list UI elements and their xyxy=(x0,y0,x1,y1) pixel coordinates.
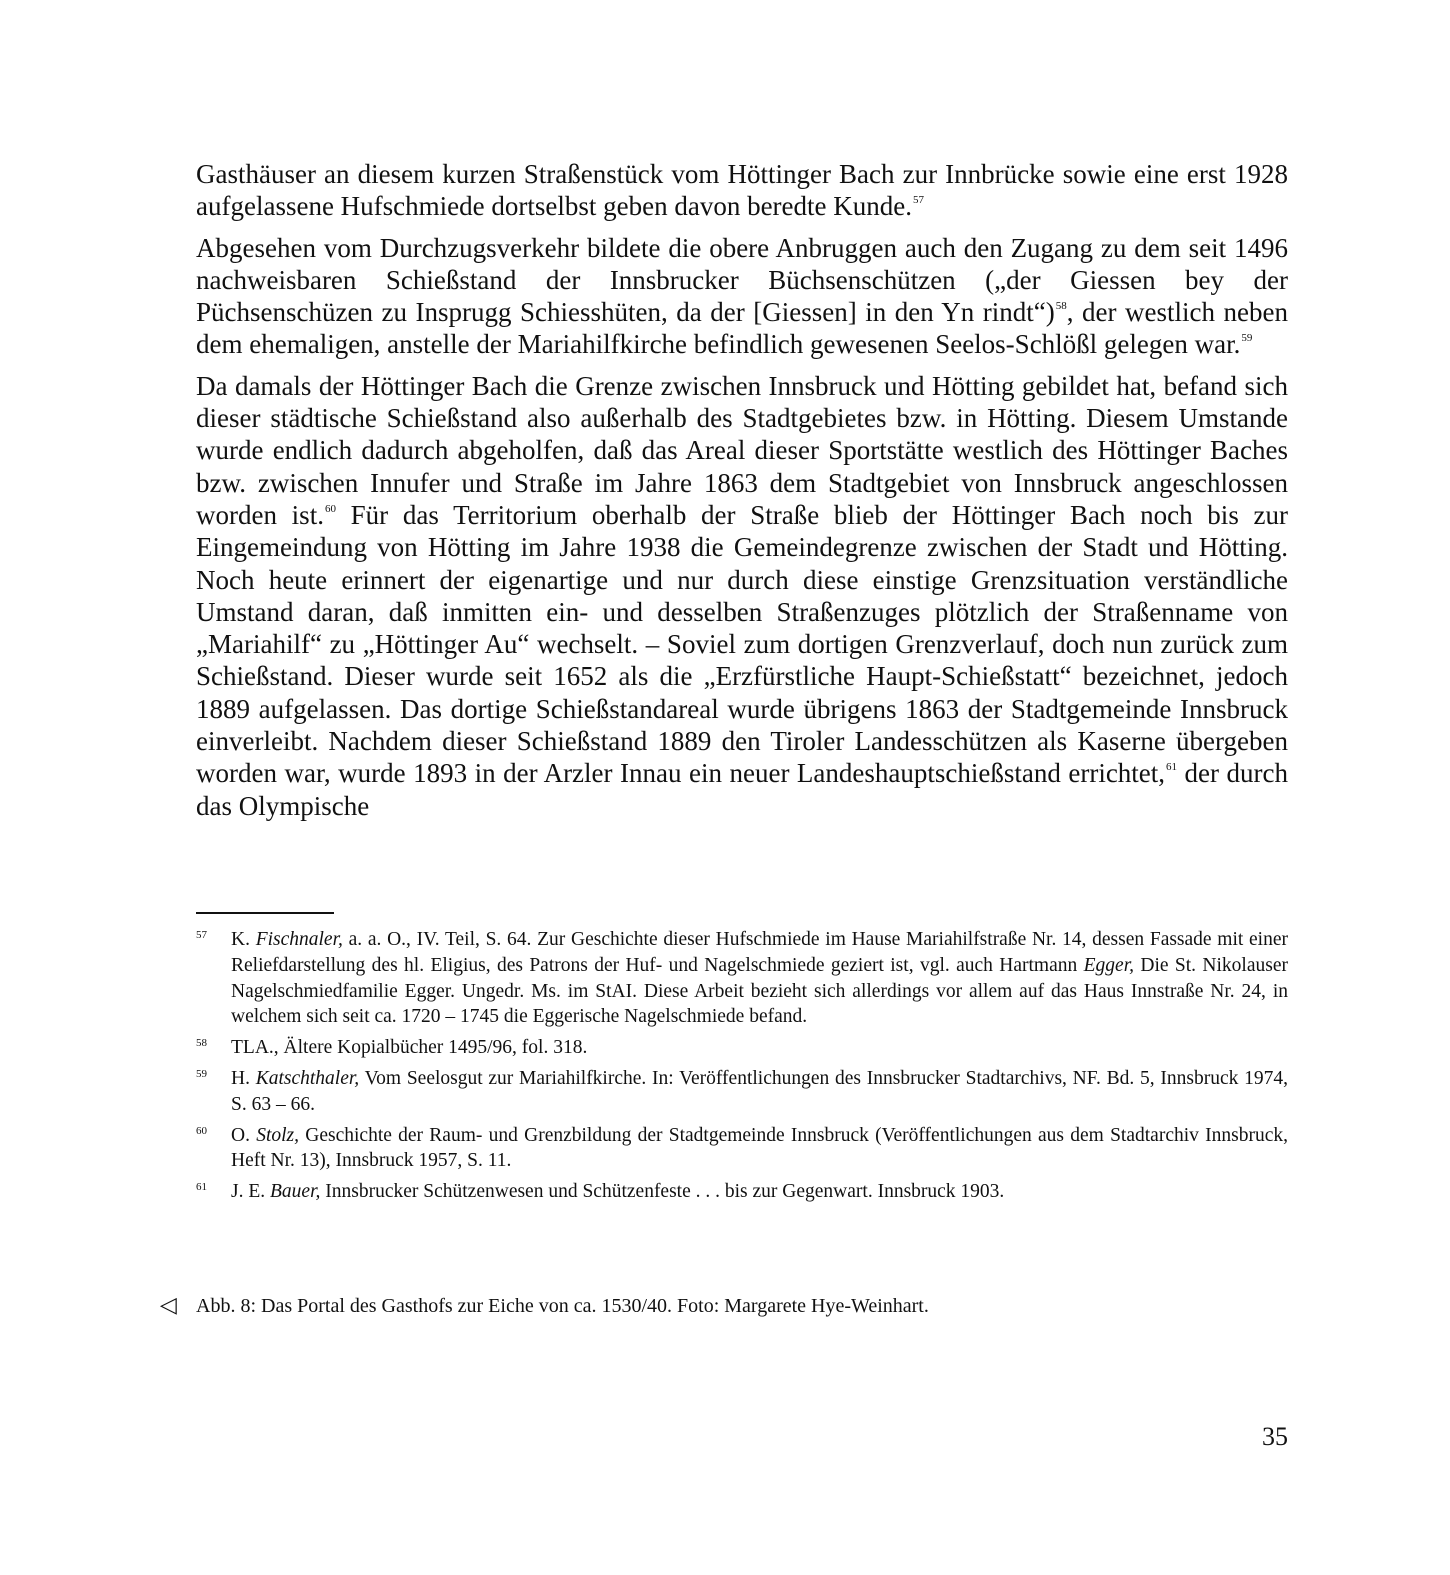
footnote-author: Fischnaler, xyxy=(255,929,343,950)
footnote-text: a. a. O., IV. Teil, S. 64. Zur Geschichte dieser Hufschmiede im Hause Mariahilfstraße Nr. 14, dessen Fassade mit einer Reliefdarstellung des hl. Eligius, des Patrons der Huf- und Nagelschmiede geziert ist, vgl. auch Hartmann xyxy=(231,929,1288,976)
paragraph-2-text-a: Abgesehen vom Durchzugsverkehr bildete die obere Anbruggen auch den Zugang zu dem seit 1496 nachweisbaren Schießstand der Innsbrucker Büchsenschützen („der Giessen bey der Püchsenschüzen zu Insprugg Schiesshüten, da der [Giessen] in den Yn rindt“) xyxy=(196,232,1288,328)
paragraph-3-text-a: Da damals der Höttinger Bach die Grenze zwischen Innsbruck und Hötting gebildet hat, befand sich dieser städtische Schießstand also außerhalb des Stadtgebietes bzw. in Hötting. Diesem Umstande wurde endlich dadurch abgeholfen, daß das Areal dieser Sportstätte westlich des Höttinger Baches bzw. zwischen Innufer und Straße im Jahre 1863 dem Stadtgebiet von Innsbruck angeschlossen worden ist. xyxy=(196,370,1288,530)
footnote-text: Vom Seelosgut zur Mariahilfkirche. In: Veröffentlichungen des Innsbrucker Stadtarchivs, NF. Bd. 5, Innsbruck 1974, S. 63 – 66. xyxy=(231,1067,1288,1115)
footnote-text: TLA., Ältere Kopialbücher 1495/96, fol. 318. xyxy=(231,1037,588,1059)
footnote-text: J. E. xyxy=(231,1181,270,1203)
footnote-60 xyxy=(196,1123,1288,1175)
paragraph-3-text-c: der durch das Olympische xyxy=(196,758,1288,821)
footnote-number: 59 xyxy=(196,1067,207,1080)
main-text xyxy=(196,158,1288,822)
footnote-number: 61 xyxy=(196,1181,207,1194)
footnote-text: Die St. Nikolauser Nagelschmiedfamilie Egger. Ungedr. Ms. im StAI. Diese Arbeit bezieht sich allerdings vor allem auf das Haus Innstraße Nr. 24, in welchem sich seit ca. 1720 – 1745 die Eggerische Nagelschmiede befand. xyxy=(231,954,1288,1028)
figure-caption xyxy=(160,1292,929,1320)
page-number: 35 xyxy=(1262,1422,1288,1451)
footnote-text: O. xyxy=(231,1124,257,1146)
footnote-number: 57 xyxy=(196,929,207,941)
paragraph-3 xyxy=(196,370,1288,822)
footnote-number: 58 xyxy=(196,1037,207,1050)
footnote-61 xyxy=(196,1179,1288,1205)
footnote-text: Geschichte der Raum- und Grenzbildung der Stadtgemeinde Innsbruck (Veröffentlichungen aus dem Stadtarchiv Innsbruck, Heft Nr. 13), Innsbruck 1957, S. 11. xyxy=(231,1124,1288,1172)
footnote-divider xyxy=(196,912,334,914)
footnote-57 xyxy=(196,927,1288,1030)
footnote-ref-59[interactable]: 59 xyxy=(1241,332,1253,345)
footnote-text: Innsbrucker Schützenwesen und Schützenfeste . . . bis zur Gegenwart. Innsbruck 1903. xyxy=(320,1181,1005,1203)
paragraph-2-text-b: , der westlich neben dem ehemaligen, anstelle der Mariahilfkirche befindlich gewesenen Seelos-Schlößl gelegen war. xyxy=(196,297,1289,360)
footnote-58 xyxy=(196,1035,1288,1061)
paragraph-1-text: Gasthäuser an diesem kurzen Straßenstück vom Höttinger Bach zur Innbrücke sowie eine erst 1928 aufgelassene Hufschmiede dortselbst geben davon beredte Kunde. xyxy=(196,159,1288,222)
left-triangle-icon: ◁ xyxy=(160,1293,177,1318)
footnotes xyxy=(196,927,1288,1210)
footnote-text: K. xyxy=(231,929,256,950)
footnote-ref-58[interactable]: 58 xyxy=(1055,300,1067,313)
footnote-number: 60 xyxy=(196,1124,207,1137)
footnote-author: Bauer, xyxy=(270,1181,321,1203)
footnote-author: Katschthaler, xyxy=(255,1067,360,1089)
footnote-ref-60[interactable]: 60 xyxy=(324,502,336,515)
footnote-author: Stolz, xyxy=(256,1124,300,1146)
paragraph-1 xyxy=(196,158,1288,223)
footnote-59 xyxy=(196,1066,1288,1118)
footnote-text: H. xyxy=(231,1067,256,1089)
paragraph-2 xyxy=(196,232,1288,361)
footnote-author: Egger, xyxy=(1083,954,1135,976)
caption-text: Abb. 8: Das Portal des Gasthofs zur Eiche von ca. 1530/40. Foto: Margarete Hye-Weinhart. xyxy=(196,1295,929,1317)
paragraph-3-text-b: Für das Territorium oberhalb der Straße blieb der Höttinger Bach noch bis zur Eingemeindung von Hötting im Jahre 1938 die Gemeindegrenze zwischen der Stadt und Hötting. Noch heute erinnert der eigenartige und nur durch diese einstige Grenzsituation verständliche Umstand daran, daß inmitten ein- und desselben Straßenzuges plötzlich der Straßenname von „Mariahilf“ zu „Höttinger Au“ wechselt. – Soviel zum dortigen Grenzverlauf, doch nun zurück zum Schießstand. Dieser wurde seit 1652 als die „Erzfürstliche Haupt-Schießstatt“ bezeichnet, jedoch 1889 aufgelassen. Das dortige Schießstandareal wurde übrigens 1863 der Stadtgemeinde Innsbruck einverleibt. Nachdem dieser Schießstand 1889 den Tiroler Landesschützen als Kaserne übergeben worden war, wurde 1893 in der Arzler Innau ein neuer Landeshauptschießstand errichtet, xyxy=(196,499,1289,789)
footnote-ref-57[interactable]: 57 xyxy=(913,194,925,207)
footnote-ref-61[interactable]: 61 xyxy=(1166,761,1178,774)
